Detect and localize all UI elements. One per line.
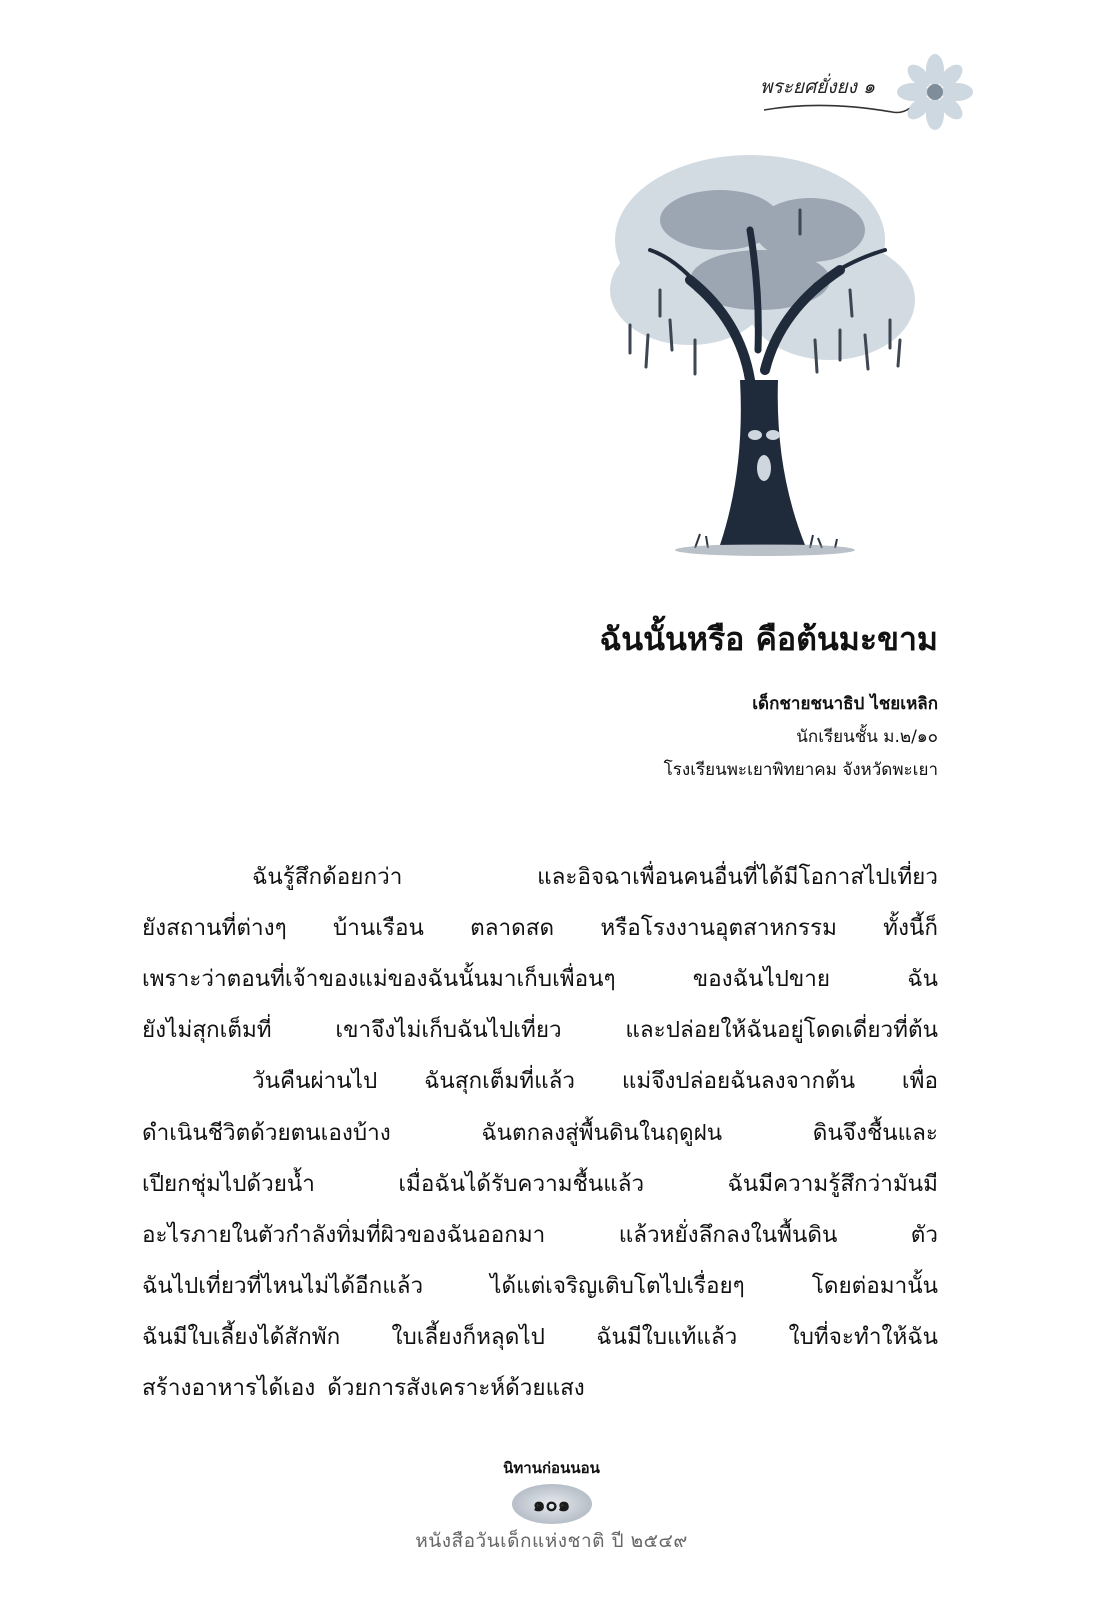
story-segment: เขาจึงไม่เก็บฉันไปเที่ยว bbox=[335, 1017, 562, 1044]
story-line bbox=[142, 1362, 938, 1413]
story-segment: เพราะว่าตอนที่เจ้าของแม่ของฉันนั้นมาเก็บเพื่อนๆ bbox=[142, 965, 616, 992]
story-segment: และอิจฉาเพื่อนคนอื่นที่ได้มีโอกาสไปเที่ยว bbox=[537, 863, 938, 890]
story-line bbox=[142, 952, 938, 1003]
author-grade: นักเรียนชั้น ม.๒/๑๐ bbox=[796, 727, 938, 747]
story-segment: ฉันไปเที่ยวที่ไหนไม่ได้อีกแล้ว bbox=[142, 1273, 424, 1300]
story-segment: ตัว bbox=[910, 1221, 938, 1248]
story-segment: บ้านเรือน bbox=[332, 914, 424, 941]
logo-swoosh bbox=[762, 102, 912, 118]
story-segment: เมื่อฉันได้รับความชื้นแล้ว bbox=[398, 1170, 645, 1197]
story-line bbox=[142, 901, 938, 952]
story-segment: ฉันมีใบแท้แล้ว bbox=[596, 1324, 738, 1351]
story-segment: ตลาดสด bbox=[470, 914, 555, 941]
story-line bbox=[142, 1260, 938, 1311]
story-title: ฉันนั้นหรือ คือต้นมะขาม bbox=[599, 620, 938, 658]
story-segment: ฉันมีความรู้สึกว่ามันมี bbox=[727, 1170, 938, 1197]
story-segment: ด้วยการสังเคราะห์ด้วยแสง bbox=[327, 1375, 585, 1402]
story-segment: ฉันสุกเต็มที่แล้ว bbox=[424, 1068, 576, 1095]
story-line bbox=[142, 1208, 938, 1259]
story-segment: สร้างอาหารได้เอง bbox=[142, 1375, 316, 1402]
story-line bbox=[142, 1157, 938, 1208]
flower-icon bbox=[895, 52, 975, 132]
page-number: ๑๐๑ bbox=[512, 1484, 592, 1524]
story-segment: เพื่อ bbox=[901, 1068, 938, 1095]
story-segment: และปล่อยให้ฉันอยู่โดดเดี่ยวที่ต้น bbox=[625, 1017, 938, 1044]
story-segment: ยังสถานที่ต่างๆ bbox=[142, 914, 287, 941]
story-line bbox=[142, 1004, 938, 1055]
story-segment: ฉัน bbox=[907, 965, 938, 992]
story-line bbox=[142, 850, 938, 901]
story-segment: ฉันมีใบเลี้ยงได้สักพัก bbox=[142, 1324, 341, 1351]
story-segment: แม่จึงปล่อยฉันลงจากต้น bbox=[621, 1068, 856, 1095]
story-segment: ดินจึงชื้นและ bbox=[812, 1119, 938, 1146]
author-block bbox=[664, 688, 938, 787]
story-line bbox=[142, 1106, 938, 1157]
tamarind-tree-illustration bbox=[600, 150, 930, 580]
story-segment: ของฉันไปขาย bbox=[692, 965, 831, 992]
header-logo bbox=[760, 52, 980, 142]
story-line bbox=[142, 1055, 938, 1106]
story-segment: แล้วหยั่งลึกลงในพื้นดิน bbox=[618, 1221, 838, 1248]
footer-series: นิทานก่อนนอน bbox=[503, 1459, 600, 1477]
story-segment: ทั้งนี้ก็ bbox=[883, 914, 938, 941]
story-segment: เปียกชุ่มไปด้วยน้ำ bbox=[142, 1170, 315, 1197]
page-footer bbox=[0, 1458, 1103, 1556]
story-segment: ได้แต่เจริญเติบโตไปเรื่อยๆ bbox=[490, 1273, 745, 1300]
story-segment: ใบที่จะทำให้ฉัน bbox=[788, 1324, 938, 1351]
author-school: โรงเรียนพะเยาพิทยาคม จังหวัดพะเยา bbox=[663, 760, 938, 780]
story-body bbox=[142, 850, 938, 1413]
story-segment: ดำเนินชีวิตด้วยตนเองบ้าง bbox=[142, 1119, 391, 1146]
story-segment: วันคืนผ่านไป bbox=[252, 1068, 378, 1095]
story-segment: ยังไม่สุกเต็มที่ bbox=[142, 1017, 272, 1044]
story-segment: อะไรภายในตัวกำลังทิ่มที่ผิวของฉันออกมา bbox=[142, 1221, 546, 1248]
footer-book-title: หนังสือวันเด็กแห่งชาติ ปี ๒๕๔๙ bbox=[415, 1530, 688, 1552]
story-segment: โดยต่อมานั้น bbox=[811, 1273, 938, 1300]
story-line bbox=[142, 1311, 938, 1362]
story-segment: ใบเลี้ยงก็หลุดไป bbox=[391, 1324, 545, 1351]
author-name: เด็กชายชนาธิป ไชยเหลิก bbox=[752, 694, 938, 714]
story-segment: ฉันรู้สึกด้อยกว่า bbox=[252, 863, 403, 890]
story-segment: ฉันตกลงสู่พื้นดินในฤดูฝน bbox=[481, 1119, 723, 1146]
story-segment: หรือโรงงานอุตสาหกรรม bbox=[600, 914, 837, 941]
logo-text: พระยศยั่งยง ๑ bbox=[760, 76, 876, 98]
